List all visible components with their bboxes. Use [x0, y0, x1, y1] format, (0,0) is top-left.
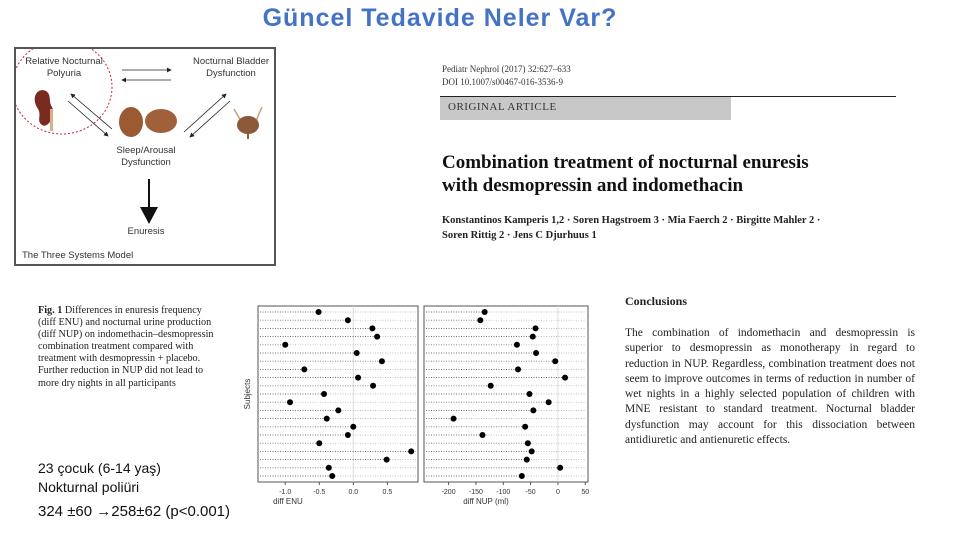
- data-point: [529, 448, 535, 454]
- authors-line1: Konstantinos Kamperis 1,2 · Soren Hagstroem 3 · Mia Faerch 2 · Birgitte Mahler 2 ·: [442, 215, 821, 226]
- dot-plot-figure: [236, 300, 596, 512]
- data-point: [479, 432, 485, 438]
- data-point: [524, 457, 530, 463]
- notes-patients: 23 çocuk (6-14 yaş): [38, 460, 161, 476]
- data-point: [345, 432, 351, 438]
- data-point: [519, 473, 525, 479]
- x-tick-label: -1.0: [279, 489, 292, 496]
- data-point: [477, 317, 483, 323]
- x-tick-label: -150: [468, 489, 483, 496]
- node-bladder: [186, 56, 276, 80]
- data-point: [488, 383, 494, 389]
- x-tick-label: -50: [525, 489, 536, 496]
- data-point: [557, 465, 563, 471]
- node-sleep-line1: Sleep/Arousal: [116, 145, 176, 156]
- x-tick-label: -200: [441, 489, 456, 496]
- data-point: [552, 358, 558, 364]
- conclusions-heading: Conclusions: [625, 294, 688, 308]
- article-title: [442, 151, 809, 197]
- data-point: [355, 375, 361, 381]
- data-point: [321, 391, 327, 397]
- data-point: [384, 457, 390, 463]
- conclusions-text: The combination of indomethacin and desmopressin is superior to desmopressin as monotherapy in regard to reduction in NUP. Regardless, combination treatment does not seem to improve outcomes in terms of reduction in number of wet nights in a highly selected population of children with MNE resistant to standard treatment. Nocturnal bladder dysfunction may account for this dissociation between antidiuretic and antienuretic effects.: [625, 327, 915, 447]
- doi: DOI 10.1007/s00467-016-3536-9: [442, 77, 563, 87]
- x-tick-label: 0.0: [348, 489, 359, 496]
- slide-title: Güncel Tedavide Neler Var?: [262, 4, 618, 32]
- data-point: [374, 334, 380, 340]
- journal-citation: Pediatr Nephrol (2017) 32:627–633: [442, 64, 571, 74]
- slide-notes: [38, 457, 230, 523]
- article-header: [440, 60, 900, 250]
- data-point: [350, 424, 356, 430]
- x-tick-label: 0.5: [382, 489, 393, 496]
- node-polyuria-line1: Relative Nocturnal: [25, 56, 103, 67]
- x-axis-label: diff ENU: [273, 497, 303, 506]
- article-authors: [442, 213, 902, 243]
- node-bladder-line1: Nocturnal Bladder: [192, 56, 270, 67]
- x-tick-label: -0.5: [313, 489, 326, 496]
- bladder-icon: [234, 107, 262, 139]
- diagram-caption: The Three Systems Model: [22, 250, 134, 261]
- data-point: [301, 366, 307, 372]
- data-point: [530, 334, 536, 340]
- data-point: [546, 399, 552, 405]
- data-point: [287, 399, 293, 405]
- data-point: [326, 465, 332, 471]
- data-point: [316, 440, 322, 446]
- x-tick-label: 0: [555, 489, 560, 496]
- y-axis-label: Subjects: [243, 378, 252, 410]
- node-sleep-line2: Dysfunction: [121, 157, 171, 168]
- data-point: [514, 342, 520, 348]
- node-sleep: [104, 145, 188, 169]
- data-point: [527, 391, 533, 397]
- figure-label: Fig. 1: [38, 305, 63, 316]
- x-axis-label: diff NUP (ml): [463, 497, 509, 506]
- data-point: [408, 448, 414, 454]
- node-polyuria: [20, 56, 108, 80]
- data-point: [451, 416, 457, 422]
- figure-caption: [38, 305, 218, 390]
- authors-line2: Soren Rittig 2 · Jens C Djurhuus 1: [442, 230, 597, 241]
- article-title-line1: Combination treatment of nocturnal enuresis: [442, 152, 809, 173]
- data-point: [482, 309, 488, 315]
- article-title-line2: with desmopressin and indomethacin: [442, 175, 744, 196]
- data-point: [329, 473, 335, 479]
- data-point: [316, 309, 322, 315]
- data-point: [562, 375, 568, 381]
- node-enuresis: Enuresis: [127, 226, 165, 237]
- node-polyuria-line2: Polyuria: [46, 68, 82, 79]
- kidney-icon: [35, 90, 53, 131]
- data-point: [525, 440, 531, 446]
- data-point: [370, 383, 376, 389]
- notes-statistic: 324 ±60 →258±62 (p<0.001): [38, 503, 231, 520]
- data-point: [282, 342, 288, 348]
- data-point: [515, 366, 521, 372]
- conclusions-section: [625, 294, 915, 448]
- data-point: [530, 407, 536, 413]
- data-point: [369, 325, 375, 331]
- brain-icon: [119, 107, 177, 137]
- data-point: [324, 416, 330, 422]
- x-tick-label: -100: [496, 489, 511, 496]
- data-point: [522, 424, 528, 430]
- data-point: [335, 407, 341, 413]
- data-point: [533, 325, 539, 331]
- three-systems-model-diagram: [14, 47, 276, 266]
- article-type: ORIGINAL ARTICLE: [440, 97, 731, 120]
- notes-polyuria: Nokturnal poliüri: [38, 479, 140, 495]
- node-bladder-line2: Dysfunction: [206, 68, 256, 79]
- figure-caption-text: Differences in enuresis frequency (diff ENU) and nocturnal urine production (diff NUP) on indomethacin–desmopressin combination treatment compared with treatment with desmopressin + placebo. Further reduction in NUP did not lead to more dry nights in all participants: [38, 305, 214, 389]
- data-point: [379, 358, 385, 364]
- x-tick-label: 50: [581, 489, 590, 496]
- data-point: [533, 350, 539, 356]
- data-point: [354, 350, 360, 356]
- data-point: [345, 317, 351, 323]
